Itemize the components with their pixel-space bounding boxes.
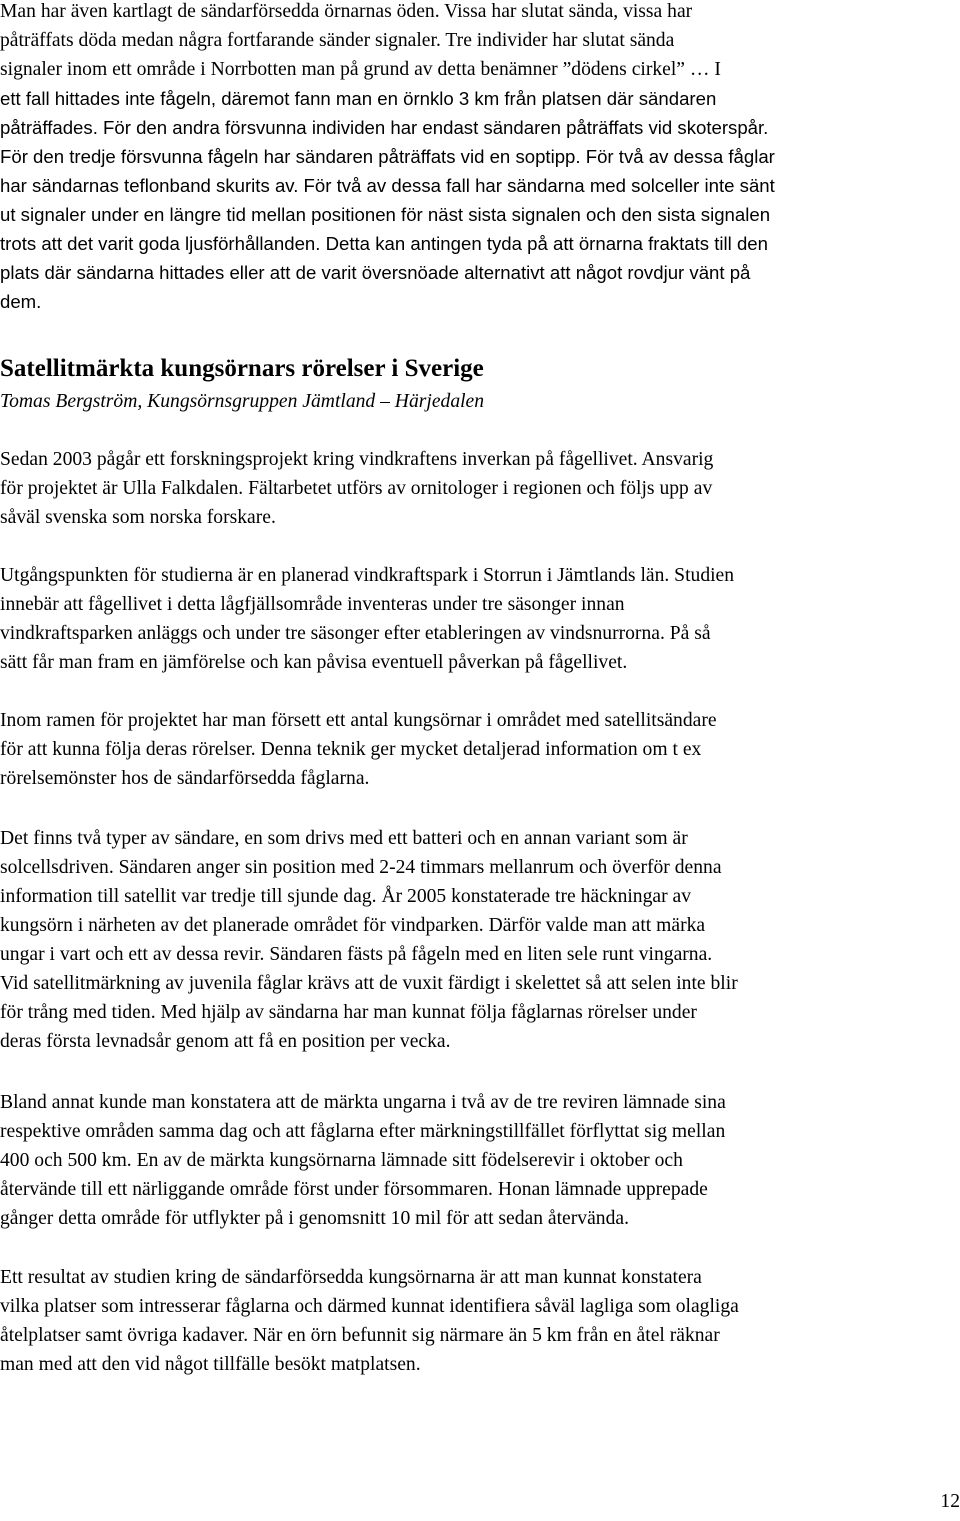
text-line: Bland annat kunde man konstatera att de märkta ungarna i två av de tre reviren lämnade sina <box>0 1092 726 1113</box>
text-line: ett fall hittades inte fågeln, däremot fann man en örnklo 3 km från platsen där sändaren <box>0 88 717 109</box>
text-line: vilka platser som intresserar fåglarna och därmed kunnat identifiera såväl lagliga som olagliga <box>0 1296 739 1317</box>
article-paragraph <box>0 824 960 1056</box>
text-line: innebär att fågellivet i detta lågfjällsområde inventeras under tre säsonger innan <box>0 594 625 615</box>
text-line: Man har även kartlagt de sändarförsedda örnarnas öden. Vissa har slutat sända, vissa har <box>0 1 693 22</box>
text-line: 400 och 500 km. En av de märkta kungsörnarna lämnade sitt födelserevir i oktober och <box>0 1150 683 1171</box>
text-line: återvände till ett närliggande område först under försommaren. Honan lämnade upprepade <box>0 1179 708 1200</box>
text-line: påträffades. För den andra försvunna individen har endast sändaren påträffats vid skoterspår. <box>0 117 769 138</box>
text-line: gånger detta område för utflykter på i genomsnitt 10 mil för att sedan återvända. <box>0 1208 629 1229</box>
text-line: trots att det varit goda ljusförhållanden. Detta kan antingen tyda på att örnarna fraktats till den <box>0 233 768 254</box>
text-line: respektive områden samma dag och att fåglarna efter märkningstillfället förflyttat sig mellan <box>0 1121 726 1142</box>
text-line: ut signaler under en längre tid mellan positionen för näst sista signalen och den sista signalen <box>0 204 771 225</box>
text-line: för att kunna följa deras rörelser. Denna teknik ger mycket detaljerad information om t ex <box>0 739 702 760</box>
text-line: har sändarnas teflonband skurits av. För två av dessa fall har sändarna med solceller inte sänt <box>0 175 775 196</box>
text-line: Vid satellitmärkning av juvenila fåglar krävs att de vuxit färdigt i skelettet så att selen inte blir <box>0 973 738 994</box>
text-line: Utgångspunkten för studierna är en planerad vindkraftspark i Storrun i Jämtlands län. Studien <box>0 565 735 586</box>
article-paragraph <box>0 445 960 532</box>
text-line: för trång med tiden. Med hjälp av sändarna har man kunnat följa fåglarnas rörelser under <box>0 1002 697 1023</box>
text-line: deras första levnadsår genom att få en position per vecka. <box>0 1031 451 1052</box>
text-line: För den tredje försvunna fågeln har sändaren påträffats vid en soptipp. För två av dessa fåglar <box>0 146 775 167</box>
article-byline: Tomas Bergström, Kungsörnsgruppen Jämtland – Härjedalen <box>0 391 485 412</box>
text-line: Inom ramen för projektet har man försett ett antal kungsörnar i området med satellitsändare <box>0 710 717 731</box>
text-line: information till satellit var tredje till sjunde dag. År 2005 konstaterade tre häckningar av <box>0 886 692 907</box>
article-title: Satellitmärkta kungsörnars rörelser i Sverige <box>0 355 484 382</box>
text-line: rörelsemönster hos de sändarförsedda fåglarna. <box>0 768 370 789</box>
text-line: ungar i vart och ett av dessa revir. Sändaren fästs på fågeln med en liten sele runt vingarna. <box>0 944 713 965</box>
intro-paragraph <box>0 0 960 316</box>
page-number: 12 <box>940 1491 960 1512</box>
article-paragraph <box>0 706 960 793</box>
article-paragraph <box>0 561 960 677</box>
text-line: såväl svenska som norska forskare. <box>0 507 276 528</box>
text-line: Det finns två typer av sändare, en som drivs med ett batteri och en annan variant som är <box>0 828 688 849</box>
text-line: kungsörn i närheten av det planerade området för vindparken. Därför valde man att märka <box>0 915 706 936</box>
text-line: Sedan 2003 pågår ett forskningsprojekt kring vindkraftens inverkan på fågellivet. Ansvarig <box>0 449 714 470</box>
text-line: solcellsdriven. Sändaren anger sin position med 2-24 timmars mellanrum och överför denna <box>0 857 722 878</box>
text-line: plats där sändarna hittades eller att de varit översnöade alternativt att något rovdjur vänt på <box>0 262 751 283</box>
text-line: dem. <box>0 291 42 312</box>
text-line: Ett resultat av studien kring de sändarförsedda kungsörnarna är att man kunnat konstatera <box>0 1267 702 1288</box>
text-line: för projektet är Ulla Falkdalen. Fältarbetet utförs av ornitologer i regionen och följs upp av <box>0 478 713 499</box>
text-line: sätt får man fram en jämförelse och kan påvisa eventuell påverkan på fågellivet. <box>0 652 628 673</box>
article-paragraph <box>0 1263 960 1379</box>
article-paragraph <box>0 1088 960 1233</box>
text-line: man med att den vid något tillfälle besökt matplatsen. <box>0 1354 421 1375</box>
text-line: åtelplatser samt övriga kadaver. När en örn befunnit sig närmare än 5 km från en åtel räknar <box>0 1325 720 1346</box>
text-line: signaler inom ett område i Norrbotten man på grund av detta benämner ”dödens cirkel” … I <box>0 59 721 80</box>
text-line: vindkraftsparken anläggs och under tre säsonger efter etableringen av vindsnurrorna. På så <box>0 623 711 644</box>
text-line: påträffats döda medan några fortfarande sänder signaler. Tre individer har slutat sända <box>0 30 675 51</box>
